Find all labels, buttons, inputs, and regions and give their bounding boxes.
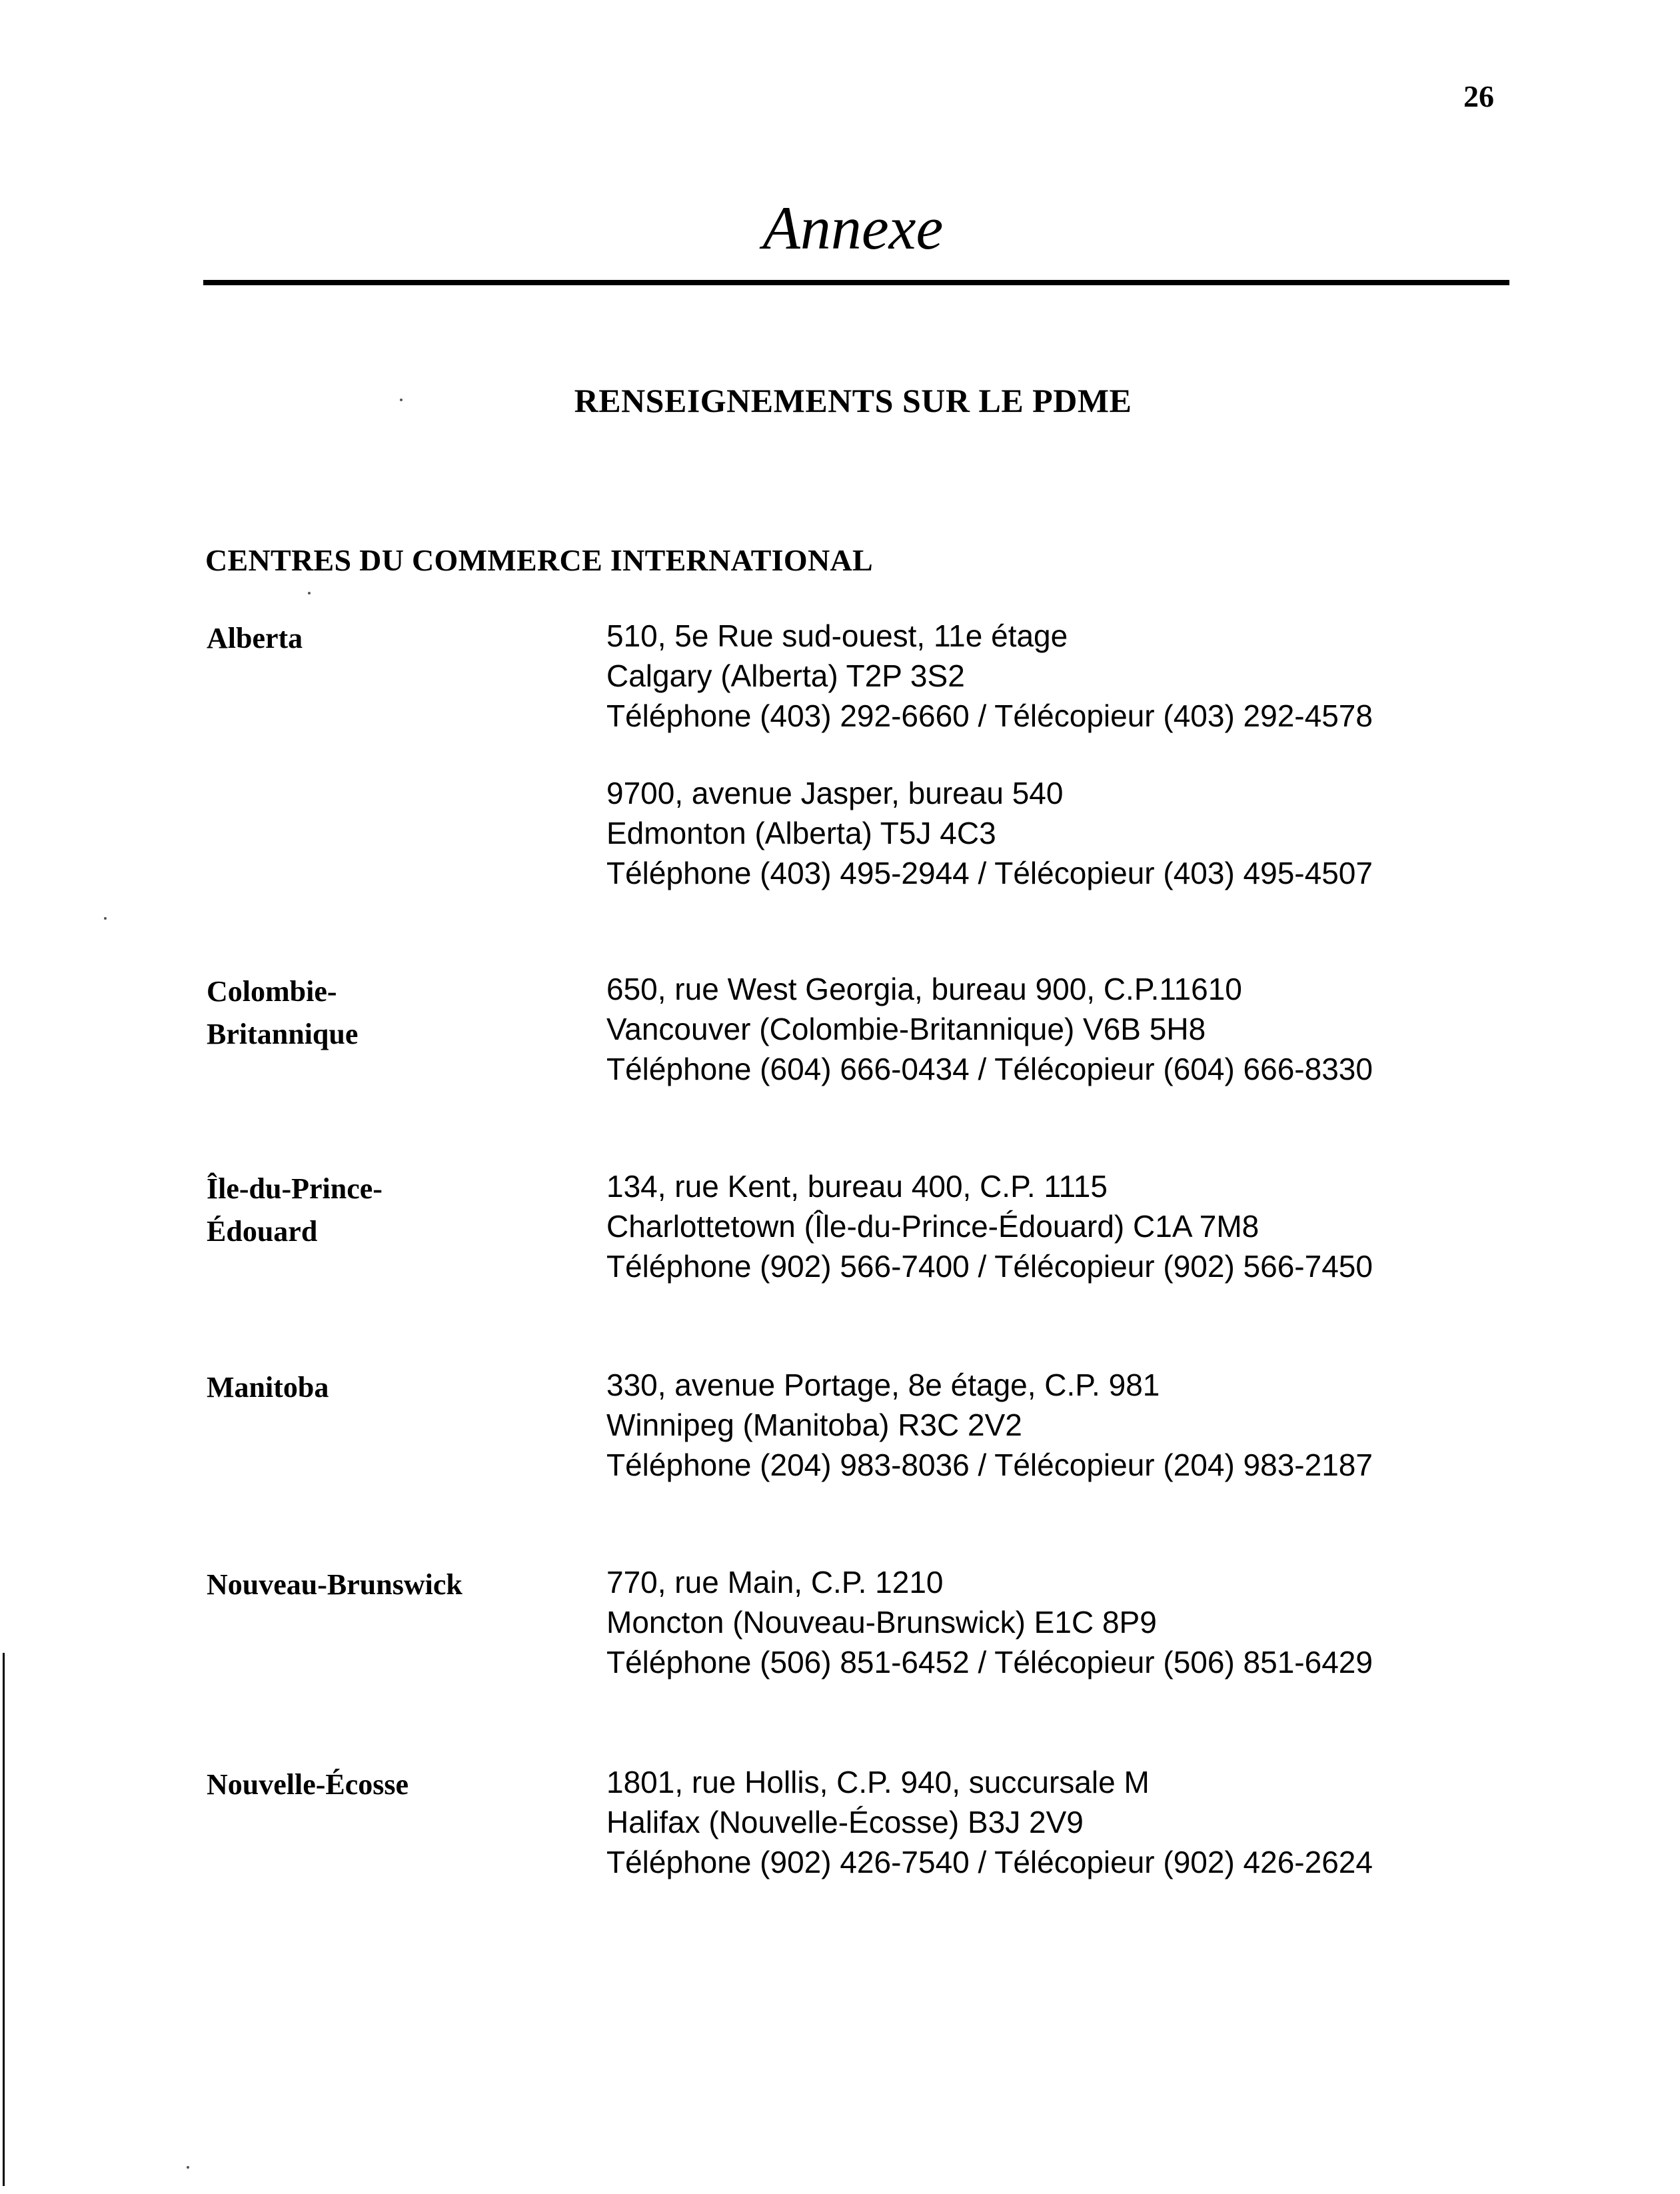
- address-colombie-britannique: [606, 969, 1373, 1089]
- province-manitoba: Manitoba: [207, 1371, 329, 1404]
- province-nouvelle-ecosse: Nouvelle-Écosse: [207, 1768, 409, 1801]
- address-nouveau-brunswick: [606, 1562, 1373, 1682]
- address-line: 510, 5e Rue sud-ouest, 11e étage: [606, 618, 1068, 653]
- address-line: Téléphone (604) 666-0434 / Télécopieur (604) 666-8330: [606, 1052, 1373, 1086]
- address-line: Téléphone (506) 851-6452 / Télécopieur (506) 851-6429: [606, 1645, 1373, 1679]
- address-line: Téléphone (902) 566-7400 / Télécopieur (902) 566-7450: [606, 1249, 1373, 1284]
- address-line: 9700, avenue Jasper, bureau 540: [606, 776, 1064, 810]
- address-line: 134, rue Kent, bureau 400, C.P. 1115: [606, 1169, 1108, 1204]
- address-line: 1801, rue Hollis, C.P. 940, succursale M: [606, 1765, 1150, 1799]
- address-line: Calgary (Alberta) T2P 3S2: [606, 658, 965, 693]
- address-line: Téléphone (403) 292-6660 / Télécopieur (403) 292-4578: [606, 698, 1373, 733]
- scan-speck: [308, 592, 311, 594]
- address-line: Charlottetown (Île-du-Prince-Édouard) C1A 7M8: [606, 1209, 1260, 1244]
- scan-margin-line: [3, 1653, 5, 2186]
- address-alberta-edmonton: [606, 773, 1373, 893]
- province-ile-du-prince-edouard: Île-du-Prince- Édouard: [207, 1172, 383, 1248]
- address-line: Winnipeg (Manitoba) R3C 2V2: [606, 1408, 1022, 1442]
- address-line: Vancouver (Colombie-Britannique) V6B 5H8: [606, 1012, 1206, 1046]
- subsection-heading: CENTRES DU COMMERCE INTERNATIONAL: [205, 543, 873, 577]
- address-line: Moncton (Nouveau-Brunswick) E1C 8P9: [606, 1605, 1157, 1640]
- address-line: Téléphone (204) 983-8036 / Télécopieur (204) 983-2187: [606, 1448, 1373, 1482]
- address-line: Edmonton (Alberta) T5J 4C3: [606, 816, 996, 850]
- province-nouveau-brunswick: Nouveau-Brunswick: [207, 1568, 462, 1601]
- province-colombie-britannique: Colombie- Britannique: [207, 975, 359, 1050]
- address-line: Halifax (Nouvelle-Écosse) B3J 2V9: [606, 1805, 1084, 1839]
- annex-title: Annexe: [762, 194, 944, 262]
- scan-speck: [104, 917, 107, 920]
- province-alberta: Alberta: [207, 622, 303, 654]
- section-heading: RENSEIGNEMENTS SUR LE PDME: [574, 382, 1132, 419]
- scan-speck: [400, 399, 403, 401]
- address-alberta-calgary: [606, 616, 1373, 736]
- page-number: 26: [1463, 79, 1494, 113]
- address-ile-du-prince-edouard: [606, 1166, 1373, 1286]
- title-rule: [203, 280, 1509, 285]
- scan-speck: [187, 2166, 189, 2169]
- address-nouvelle-ecosse: [606, 1762, 1373, 1882]
- address-line: 650, rue West Georgia, bureau 900, C.P.11610: [606, 972, 1242, 1006]
- address-manitoba: [606, 1365, 1373, 1485]
- address-line: Téléphone (403) 495-2944 / Télécopieur (403) 495-4507: [606, 856, 1373, 890]
- address-line: 770, rue Main, C.P. 1210: [606, 1565, 944, 1600]
- address-line: 330, avenue Portage, 8e étage, C.P. 981: [606, 1368, 1160, 1402]
- address-line: Téléphone (902) 426-7540 / Télécopieur (902) 426-2624: [606, 1845, 1373, 1879]
